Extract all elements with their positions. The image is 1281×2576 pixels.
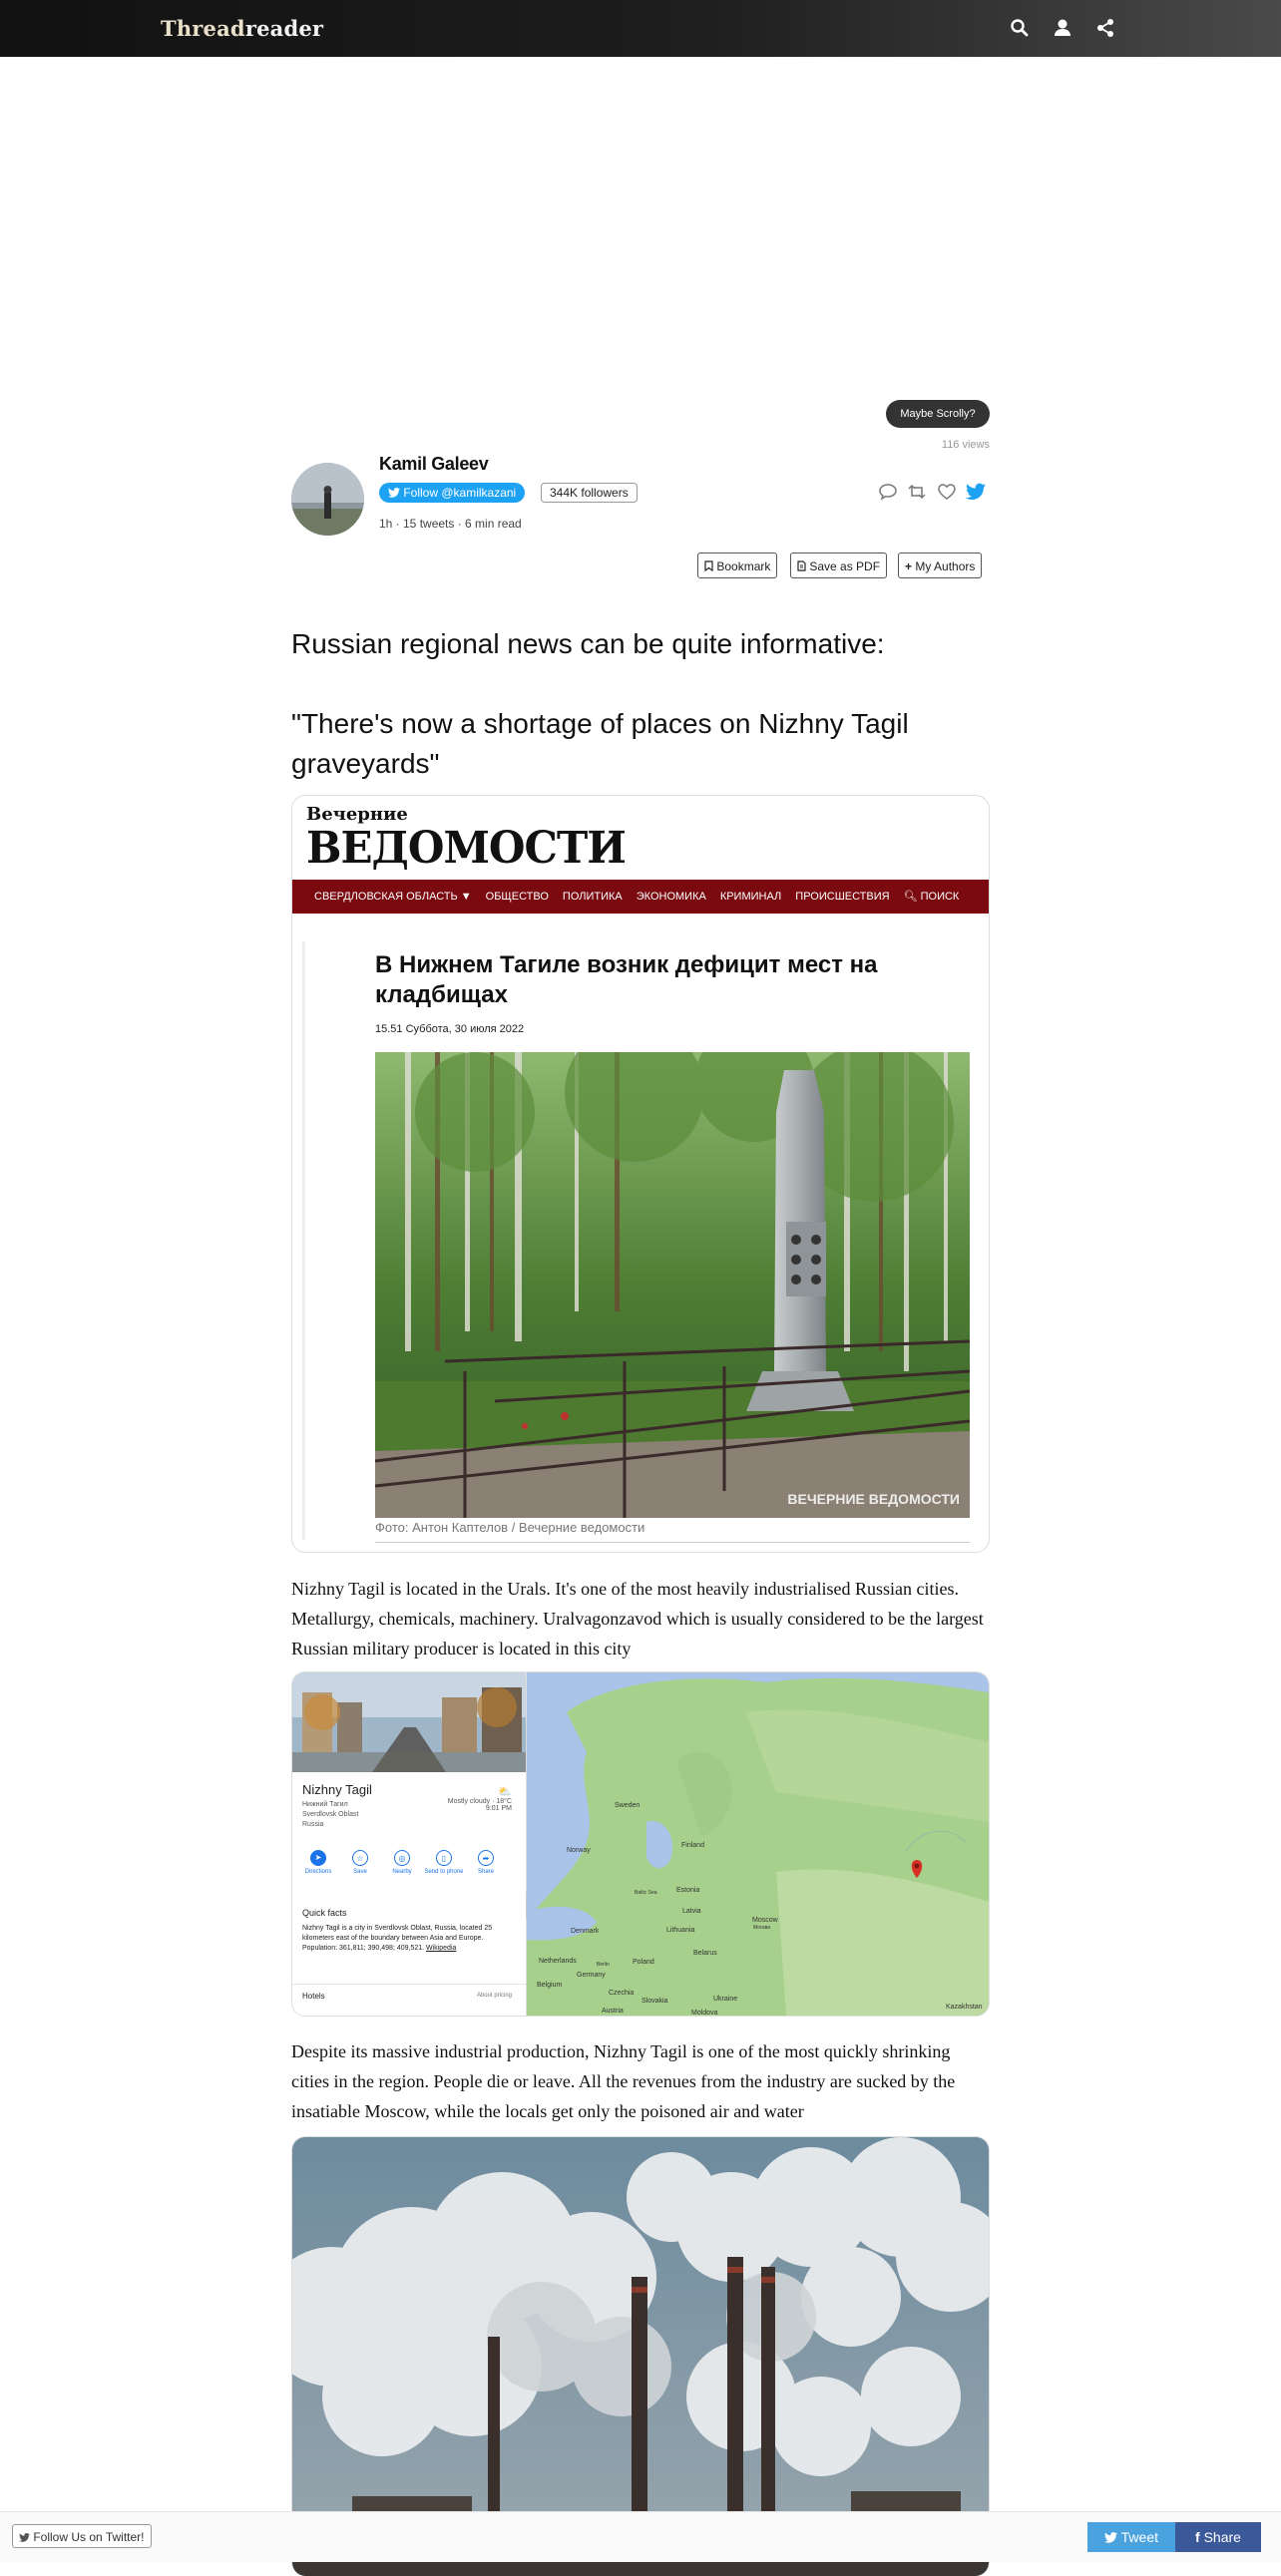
map-label: Москва bbox=[753, 1925, 771, 1931]
maybe-scrolly-button[interactable]: Maybe Scrolly? bbox=[886, 400, 990, 428]
news-nav-bar bbox=[292, 880, 989, 914]
city-street-photo bbox=[292, 1672, 526, 1772]
follow-us-twitter-button[interactable] bbox=[12, 2524, 152, 2548]
place-name: Nizhny Tagil bbox=[302, 1782, 372, 1797]
weather-icon: ⛅ bbox=[498, 1786, 512, 1798]
map-action-label: Nearby bbox=[392, 1869, 412, 1875]
tweet-3-text: Despite its massive industrial production, Nizhny Tagil is one of the most quickly shrinking cities in the region. People die or leave. All the revenues from the industry are sucked by the insatiable Moscow, while the locals get only the poisoned air and water bbox=[291, 2041, 956, 2121]
share-icon[interactable] bbox=[1093, 16, 1117, 40]
reply-icon[interactable] bbox=[878, 483, 898, 506]
photo-caption: Фото: Антон Каптелов / Вечерние ведомости bbox=[375, 1520, 645, 1535]
tweet-1-line-2: "There's now a shortage of places on Nizhny Tagil graveyards" bbox=[291, 708, 909, 779]
map-action-label: Share bbox=[477, 1869, 494, 1875]
follow-author-button[interactable] bbox=[379, 483, 525, 503]
map-action-label: Directions bbox=[304, 1869, 332, 1875]
map-label: Baltic Sea bbox=[635, 1890, 657, 1896]
map-action-share[interactable] bbox=[466, 1850, 506, 1876]
weather-info bbox=[448, 1785, 512, 1812]
views-count: 116 views bbox=[941, 439, 990, 451]
place-sub-3: Russia bbox=[302, 1821, 324, 1828]
news-nav-item: ОБЩЕСТВО bbox=[485, 891, 549, 903]
map-label: Ukraine bbox=[713, 1996, 738, 2003]
save-pdf-label: Save as PDF bbox=[809, 559, 881, 573]
map-canvas[interactable] bbox=[527, 1672, 989, 2016]
news-nav-item: ПРОИСШЕСТВИЯ bbox=[795, 891, 890, 903]
plus-icon: + bbox=[905, 559, 913, 573]
map-label: Belgium bbox=[537, 1982, 563, 1989]
facebook-share-button[interactable] bbox=[1175, 2522, 1261, 2552]
map-action-icon: ➤ bbox=[310, 1850, 326, 1866]
local-time: 9:01 PM bbox=[485, 1805, 512, 1812]
news-nav-item: СВЕРДЛОВСКАЯ ОБЛАСТЬ ▼ bbox=[314, 891, 472, 903]
tweet-2-text: Nizhny Tagil is located in the Urals. It's one of the most heavily industrialised Russian cities. Metallurgy, chemicals, machinery. Uralvagonzavod which is usually considered to be the largest Russian military producer is located in this city bbox=[291, 1579, 984, 1658]
map-image[interactable] bbox=[291, 1671, 990, 2017]
news-date: 15.51 Суббота, 30 июля 2022 bbox=[375, 1023, 525, 1035]
search-icon[interactable] bbox=[1008, 16, 1032, 40]
news-headline: В Нижнем Тагиле возник дефицит мест на кладбищах bbox=[375, 951, 878, 1008]
map-info-panel bbox=[292, 1672, 527, 2016]
left-rule bbox=[302, 941, 305, 1540]
map-label: Norway bbox=[567, 1847, 591, 1854]
quick-facts-text bbox=[302, 1924, 516, 1954]
map-label: Moldova bbox=[691, 2010, 718, 2017]
map-action-save[interactable] bbox=[340, 1850, 380, 1876]
map-label: Finland bbox=[681, 1842, 704, 1849]
news-nav-item: 🔍︎ ПОИСК bbox=[903, 891, 960, 903]
map-action-icon: ▯ bbox=[436, 1850, 452, 1866]
twitter-bird-icon bbox=[388, 488, 400, 498]
map-action-icon: ☆ bbox=[352, 1850, 368, 1866]
facebook-icon: f bbox=[1195, 2529, 1200, 2545]
file-pdf-icon bbox=[797, 560, 806, 571]
logo-reader-text: reader bbox=[244, 16, 324, 41]
map-action-label: Send to phone bbox=[424, 1869, 464, 1875]
hotels-label: Hotels bbox=[302, 1992, 325, 2001]
cemetery-photo bbox=[375, 1052, 970, 1518]
map-action-send-to-phone[interactable] bbox=[424, 1850, 464, 1876]
logo-thread-text: Thread bbox=[161, 16, 245, 41]
about-pricing: About pricing bbox=[476, 1993, 512, 1999]
map-label: Estonia bbox=[676, 1887, 700, 1894]
map-actions bbox=[298, 1850, 520, 1890]
like-icon[interactable] bbox=[937, 483, 957, 506]
masthead-small: Вечерние bbox=[306, 804, 408, 825]
quick-facts-body: Nizhny Tagil is a city in Sverdlovsk Oblast, Russia, located 25 kilometers east of the boundary between Asia and Europe. Population: 361,811; 390,498; 409,521. bbox=[302, 1925, 493, 1952]
avatar[interactable] bbox=[291, 463, 364, 536]
map-label: Latvia bbox=[682, 1908, 701, 1915]
my-authors-label: My Authors bbox=[915, 559, 976, 573]
map-label: Poland bbox=[633, 1959, 654, 1966]
weather-text: Mostly cloudy · 18°C bbox=[447, 1798, 512, 1805]
map-label: Slovakia bbox=[641, 1998, 668, 2005]
wikipedia-link[interactable]: Wikipedia bbox=[426, 1945, 457, 1952]
map-label: Belarus bbox=[693, 1950, 717, 1957]
bookmark-button[interactable] bbox=[697, 552, 777, 578]
map-label: Denmark bbox=[571, 1928, 600, 1935]
photo-watermark: ВЕЧЕРНИЕ ВЕДОМОСТИ bbox=[787, 1491, 960, 1507]
follow-us-label: Follow Us on Twitter! bbox=[33, 2530, 145, 2544]
followers-count-badge[interactable]: 344K followers bbox=[541, 483, 638, 503]
news-nav-item: ПОЛИТИКА bbox=[562, 891, 623, 903]
map-action-icon: ◎ bbox=[394, 1850, 410, 1866]
map-action-label: Save bbox=[353, 1869, 367, 1875]
twitter-bird-icon bbox=[1104, 2532, 1117, 2543]
masthead-big: ВЕДОМОСТИ bbox=[306, 822, 626, 874]
place-sub-1: Нижний Тагил bbox=[302, 1801, 348, 1808]
author-name[interactable]: Kamil Galeev bbox=[379, 454, 489, 474]
map-label: Netherlands bbox=[539, 1958, 577, 1965]
hotels-divider bbox=[292, 1984, 526, 1985]
top-navbar bbox=[0, 0, 1281, 57]
tweet-1-line-1: Russian regional news can be quite informative: bbox=[291, 628, 885, 659]
factory-smoke-image[interactable] bbox=[291, 2136, 990, 2576]
map-action-nearby[interactable] bbox=[382, 1850, 422, 1876]
tweet-actions bbox=[878, 483, 991, 505]
tweet-share-button[interactable] bbox=[1087, 2522, 1175, 2552]
map-label: Germany bbox=[577, 1972, 606, 1979]
save-pdf-button[interactable] bbox=[790, 552, 887, 578]
thread-meta: 1h · 15 tweets · 6 min read bbox=[379, 517, 522, 531]
my-authors-button[interactable] bbox=[898, 552, 982, 578]
place-sub-2: Sverdlovsk Oblast bbox=[302, 1811, 359, 1818]
map-label: Sweden bbox=[615, 1802, 640, 1809]
quick-facts-title: Quick facts bbox=[302, 1908, 347, 1918]
map-label: Austria bbox=[602, 2008, 624, 2015]
bookmark-icon bbox=[704, 560, 713, 571]
bottom-bar bbox=[0, 2511, 1281, 2562]
share-label: Share bbox=[1203, 2529, 1241, 2545]
map-label: Czechia bbox=[609, 1990, 635, 1997]
map-label: Kazakhstan bbox=[946, 2004, 983, 2011]
twitter-bird-icon bbox=[19, 2533, 30, 2542]
news-article-image[interactable] bbox=[291, 795, 990, 1553]
user-icon[interactable] bbox=[1051, 16, 1074, 40]
tweet-label: Tweet bbox=[1120, 2529, 1158, 2545]
place-subtitles bbox=[302, 1800, 358, 1830]
map-label: Moscow bbox=[752, 1917, 778, 1924]
retweet-icon[interactable] bbox=[907, 483, 927, 506]
twitter-icon[interactable] bbox=[966, 483, 986, 506]
caption-rule bbox=[375, 1542, 970, 1543]
map-label: Lithuania bbox=[666, 1927, 695, 1934]
map-action-directions[interactable] bbox=[298, 1850, 338, 1876]
threadreader-logo[interactable] bbox=[161, 16, 323, 41]
map-label: Berlin bbox=[597, 1962, 610, 1968]
follow-label: Follow @kamilkazani bbox=[403, 486, 517, 500]
news-nav-item: КРИМИНАЛ bbox=[719, 891, 782, 903]
news-nav-item: ЭКОНОМИКА bbox=[636, 891, 706, 903]
bookmark-label: Bookmark bbox=[716, 559, 771, 573]
map-action-icon: ➦ bbox=[478, 1850, 494, 1866]
